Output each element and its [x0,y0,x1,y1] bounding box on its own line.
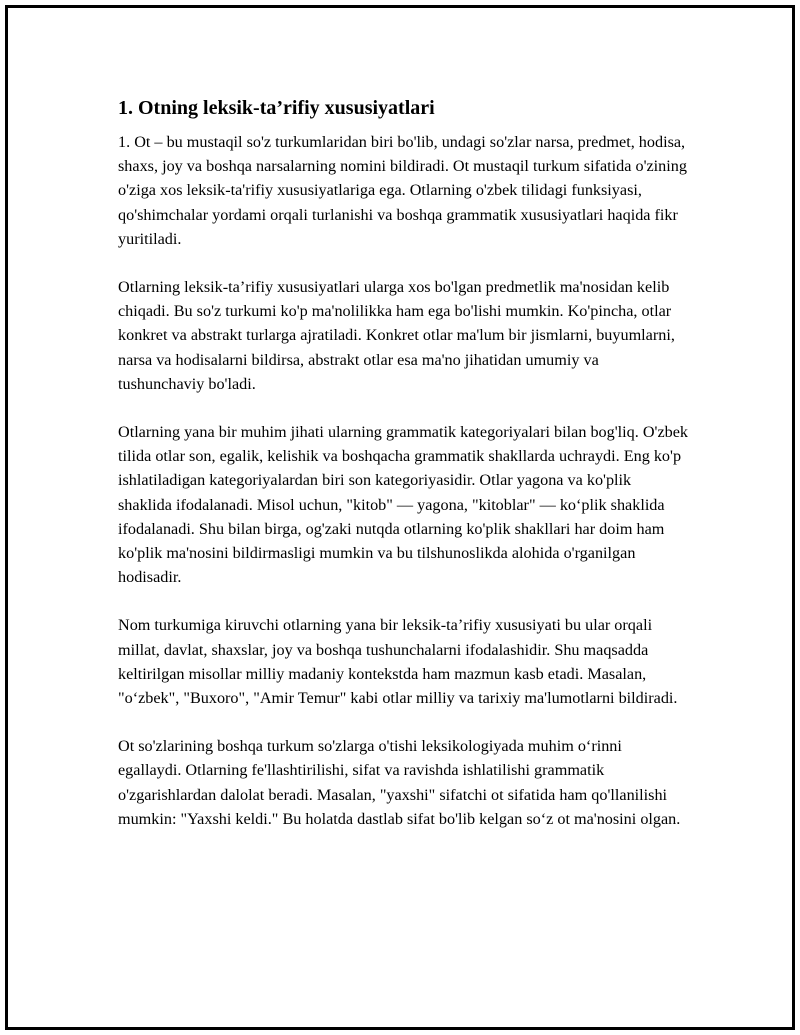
paragraph-3: Otlarning yana bir muhim jihati ularning grammatik kategoriyalari bilan bog'liq. O'zbek tilida otlar son, egalik, kelishik va boshqacha grammatik shakllarda uchraydi. Eng ko'p ishlatiladigan kategoriyalardan biri son kategoriyasidir. Otlar yagona va ko'plik shaklida ifodalanadi. Misol uchun, "kitob" — yagona, "kitoblar" — ko‘plik shaklida ifodalanadi. Shu bilan birga, og'zaki nutqda otlarning ko'plik shakllari har doim ham ko'plik ma'nosini bildirmasligi mumkin va bu tilshunoslikda alohida o'rganilgan hodisadir. [118,423,689,587]
document-body [118,96,688,855]
paragraph-1: 1. Ot – bu mustaqil so'z turkumlaridan biri bo'lib, undagi so'zlar narsa, predmet, hodisa, shaxs, joy va boshqa narsalarning nomini bildiradi. Ot mustaqil turkum sifatida o'zining o'ziga xos leksik-ta'rifiy xususiyatlariga ega. Otlarning o'zbek tilidagi funksiyasi, qo'shimchalar yordami orqali turlanishi va boshqa grammatik xususiyatlari haqida fikr yuritiladi. [118,133,687,248]
paragraph-5: Ot so'zlarining boshqa turkum so'zlarga o'tishi leksikologiyada muhim o‘rinni egallaydi. Otlarning fe'llashtirilishi, sifat va ravishda ishlatilishi grammatik o'zgarishlardan dalolat beradi. Masalan, "yaxshi" sifatchi ot sifatida ham qo'llanilishi mumkin: "Yaxshi keldi." Bu holatda dastlab sifat bo'lib kelgan so‘z ot ma'nosini olgan. [118,737,681,828]
paragraph-4: Nom turkumiga kiruvchi otlarning yana bir leksik-ta’rifiy xususiyati bu ular orqali millat, davlat, shaxslar, joy va boshqa tushunchalarni ifodalashidir. Shu maqsadda keltirilgan misollar milliy madaniy kontekstda ham mazmun kasb etadi. Masalan, "o‘zbek", "Buxoro", "Amir Temur" kabi otlar milliy va tarixiy ma'lumotlarni bildiradi. [118,616,678,708]
document-title: 1. Otning leksik-ta’rifiy xususiyatlari [118,97,435,119]
paragraph-2: Otlarning leksik-ta’rifiy xususiyatlari ularga xos bo'lgan predmetlik ma'nosidan kelib chiqadi. Bu so'z turkumi ko'p ma'nolilikka ham ega bo'lishi mumkin. Ko'pincha, otlar konkret va abstrakt turlarga ajratiladi. Konkret otlar ma'lum bir jismlarni, buyumlarni, narsa va hodisalarni bildirsa, abstrakt otlar esa ma'no jihatidan umumiy va tushunchaviy bo'ladi. [118,278,675,393]
